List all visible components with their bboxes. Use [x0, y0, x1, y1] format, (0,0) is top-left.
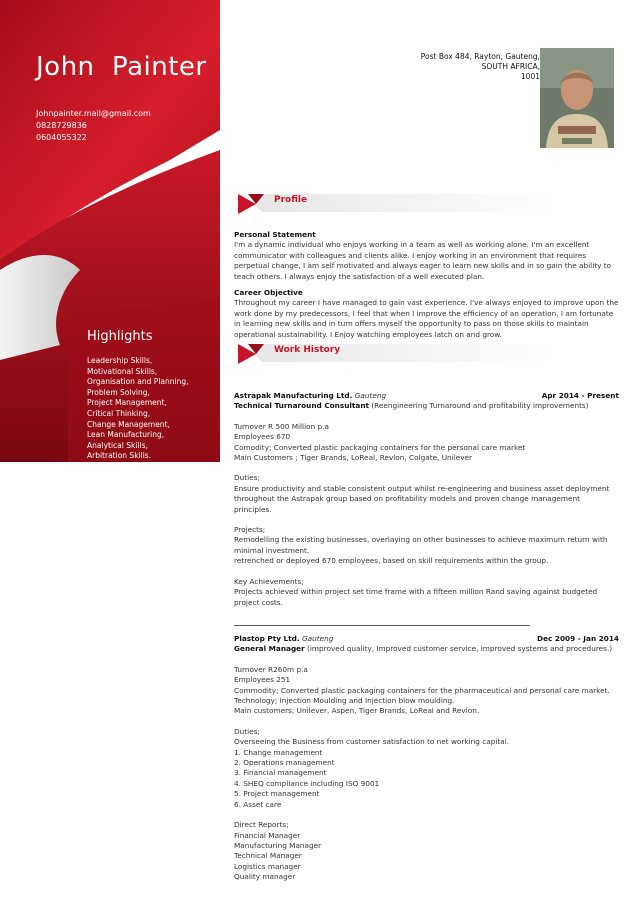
work-history-heading-label: Work History	[274, 345, 341, 355]
reports-item: Quality manager	[234, 872, 296, 882]
job-detail: Technology; Injection Moulding and Injection blow moulding.	[234, 696, 455, 706]
duties-item: 5. Project management	[234, 789, 320, 799]
reports-item: Technical Manager	[234, 851, 302, 861]
job-title-line	[234, 644, 619, 654]
phone-text-2: 0604055322	[36, 133, 87, 142]
projects-text: Remodelling the existing businesses, overlaying on other businesses to achieve maximum return with minimal investment.	[234, 535, 608, 555]
job-detail: Employees 251	[234, 675, 291, 685]
highlight-item: Project Management,	[87, 398, 167, 408]
duties-item: 4. SHEQ compliance including ISO 9001	[234, 778, 380, 788]
personal-statement-text: I'm a dynamic individual who enjoys working in a team as well as working alone. I'm an excellent communicator with colleagues and clients alike. I enjoy working in an environment that requires perpetual change, I am self motivated and always eager to learn new skills and in so gain the ability to teach others. I always enjoy the satisfaction of a well executed plan.	[234, 240, 612, 281]
achievements-text: Projects achieved within project set time frame with a fifteen million Rand saving against budgeted project costs.	[234, 587, 598, 607]
job-detail: Commodity; Converted plastic packaging containers for the pharmaceutical and personal care market.	[234, 685, 610, 695]
profile-heading	[234, 192, 614, 216]
postal-address	[380, 52, 540, 82]
job-detail: Employees 670	[234, 432, 291, 442]
address-line: Post Box 484, Rayton, Gauteng,	[420, 52, 540, 61]
duties-item: 6. Asset care	[234, 799, 282, 809]
job-location: Gauteng	[352, 391, 387, 400]
address-line: 1001	[520, 72, 540, 81]
projects-title: Projects;	[234, 525, 266, 535]
work-history-heading	[234, 342, 614, 366]
career-objective-text: Throughout my career I have managed to gain vast experience. I've always enjoyed to improve upon the work done by my predecessors, I feel that when I improve the efficiency of an operation, I am fortunate in learning new skills and in turn offers myself the opportunity to pass on those skills to maintain operational sustainability. I Enjoy watching employees latch on and grow.	[234, 298, 619, 339]
highlights-title: Highlights	[87, 329, 153, 344]
job-company-line	[234, 634, 619, 644]
profile-heading-label: Profile	[274, 195, 308, 205]
achievements-title: Key Achievements;	[234, 576, 304, 586]
duties-title: Duties;	[234, 726, 260, 736]
highlight-item: Leadership Skills,	[87, 356, 153, 365]
duties-item: 1. Change management	[234, 747, 323, 757]
contact-details	[36, 108, 151, 144]
duties-title: Duties;	[234, 473, 260, 483]
job-location: Gauteng	[299, 634, 334, 643]
address-line: SOUTH AFRICA,	[481, 62, 540, 71]
job-title-note: (improved quality, Improved customer service, improved systems and procedures.)	[304, 644, 613, 654]
job-detail: Main customers; Unilever, Aspen, Tiger Brands, LoReal and Revlon.	[234, 706, 480, 716]
job-company: Astrapak Manufacturing Ltd.	[234, 391, 353, 400]
job-detail: Comodity; Converted plastic packaging containers for the personal care market	[234, 442, 526, 452]
job-dates: Apr 2014 - Present	[541, 391, 619, 400]
highlight-item: Analytical Skills,	[87, 440, 148, 450]
highlight-item: Critical Thinking,	[87, 408, 151, 418]
personal-statement-title: Personal Statement	[234, 230, 316, 239]
phone-text-1: 0828729836	[36, 121, 87, 130]
job-divider	[234, 625, 530, 626]
highlight-item: Motivational Skills,	[87, 366, 158, 376]
highlight-item: Arbitration Skills.	[87, 451, 152, 461]
highlight-item: Problem Solving,	[87, 387, 150, 397]
duties-text: Ensure productivity and stable consistent output whilst re-engineering and business asset deployment throughout the Astrapak group based on profitability models and proven change management principles.	[234, 483, 610, 514]
job-company-line	[234, 391, 619, 401]
job-title-note: (Reengineering Turnaround and profitability improvements)	[369, 401, 589, 411]
job-detail: Main Customers ; Tiger Brands, LoReal, Revlon, Colgate, Unilever	[234, 453, 473, 463]
job-detail: Turnover R 500 Million p.a	[234, 421, 329, 431]
job-title: Technical Turnaround Consultant	[234, 401, 370, 411]
reports-item: Logistics manager	[234, 861, 301, 871]
highlight-item: Organisation and Planning,	[87, 377, 189, 387]
career-objective-title: Career Objective	[234, 288, 303, 298]
profile-photo	[540, 48, 614, 148]
duties-item: 3. Financial management	[234, 768, 327, 778]
profile-section	[234, 230, 619, 340]
email-text: Johnpainter.mail@gmail.com	[36, 109, 151, 118]
job-company: Plastop Pty Ltd.	[234, 634, 300, 643]
duties-text: Overseeing the Business from customer satisfaction to net working capital.	[234, 737, 510, 747]
job-dates: Dec 2009 - Jan 2014	[537, 634, 619, 643]
job-detail: Turnover R260m p.a	[234, 664, 308, 674]
duties-item: 2. Operations management	[234, 758, 335, 768]
job-title-line	[234, 401, 619, 411]
job-title: General Manager	[234, 644, 305, 654]
highlights-list	[87, 356, 189, 462]
highlight-item: Change Management,	[87, 419, 170, 429]
reports-title: Direct Reports;	[234, 820, 289, 830]
job-entry-plastop	[234, 634, 619, 883]
projects-text: retrenched or deployed 670 employees, based on skill requirements within the group.	[234, 556, 549, 566]
reports-item: Manufacturing Manager	[234, 840, 322, 850]
candidate-name: John Painter	[36, 52, 207, 82]
reports-item: Financial Manager	[234, 830, 301, 840]
job-entry-astrapak	[234, 391, 619, 608]
highlight-item: Lean Manufacturing,	[87, 430, 165, 440]
